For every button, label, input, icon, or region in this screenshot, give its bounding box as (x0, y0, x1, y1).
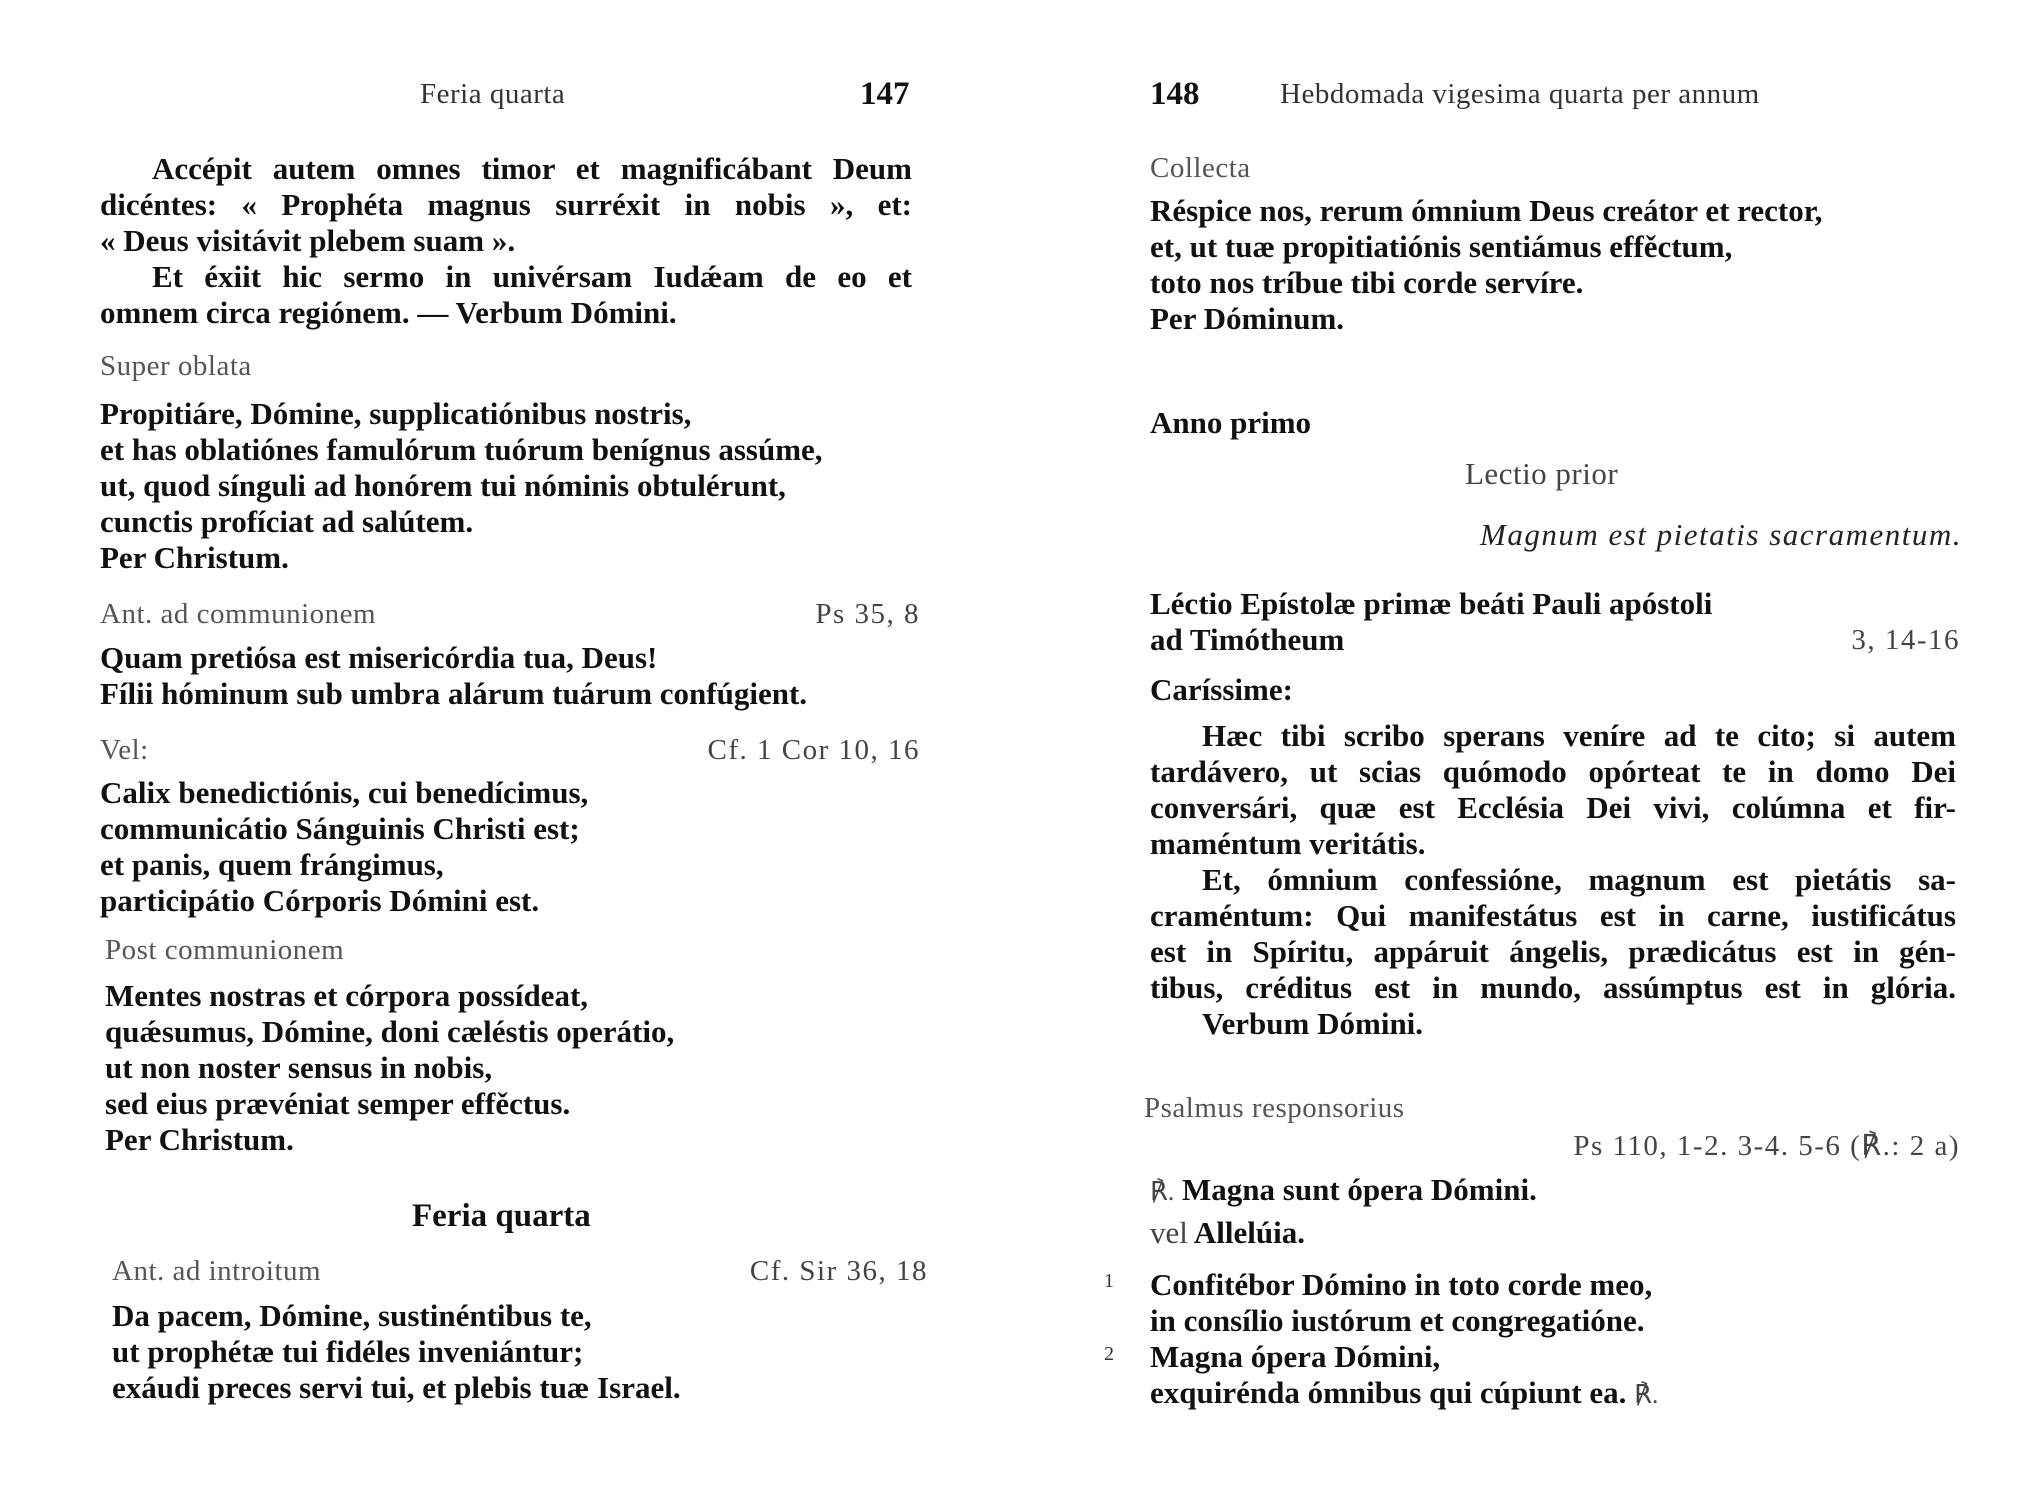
running-header: Hebdomada vigesima quarta per annum (1280, 78, 1760, 110)
communion-text (100, 640, 807, 712)
text-line: Accépit autem omnes timor et magnificábant Deum (152, 151, 912, 186)
text-line: est in Spíritu, appáruit ángelis, prædicátus est in gén- (1150, 934, 1956, 969)
carissime: Caríssime: (1150, 672, 1293, 707)
psalm-label: Psalmus responsorius (1144, 1092, 1405, 1124)
super-oblata-text (100, 396, 823, 576)
verse-line: in consílio iustórum et congregatióne. (1150, 1303, 1645, 1338)
text-line: cunctis profíciat ad salútem. (100, 504, 474, 539)
text-line: ut prophétæ tui fidéles inveniántur; (112, 1334, 584, 1369)
psalm-verses (1150, 1267, 1658, 1413)
section-title: Feria quarta (412, 1198, 591, 1234)
introit-ref: Cf. Sir 36, 18 (749, 1255, 928, 1287)
verse-line: Confitébor Dómino in toto corde meo, (1150, 1267, 1653, 1302)
lectio-theme: Magnum est pietatis sacramentum. (1480, 517, 1962, 552)
text-line: Et, ómnium confessióne, magnum est pietátis sa- (1202, 862, 1956, 897)
reading-ref: 3, 14-16 (1851, 624, 1960, 656)
text-line: Per Christum. (105, 1122, 294, 1157)
left-page (100, 0, 928, 1500)
page-number: 148 (1150, 76, 1200, 112)
text-line: tardávero, ut scias quómodo opórteat te in domo Dei (1150, 754, 1956, 789)
text-line: Calix benedictiónis, cui benedícimus, (100, 775, 589, 810)
text-line: communicátio Sánguinis Christi est; (100, 811, 580, 846)
text-line: craméntum: Qui manifestátus est in carne, iustificátus (1150, 898, 1956, 933)
end-response-symbol: ℟. (1634, 1380, 1659, 1409)
psalm-alt-response (1150, 1215, 1305, 1251)
text-line: sed eius prævéniat semper effěctus. (105, 1086, 571, 1121)
text-line: Et éxiit hic sermo in univérsam Iudǽam de eo et (152, 259, 912, 294)
running-header: Feria quarta (420, 78, 566, 110)
alt-response-text: Allelúia. (1193, 1215, 1306, 1250)
text-line: Per Dóminum. (1150, 301, 1345, 336)
vel-ref: Cf. 1 Cor 10, 16 (707, 734, 920, 766)
collecta-label: Collecta (1150, 152, 1251, 184)
text-line: toto nos tríbue tibi corde servíre. (1150, 265, 1584, 300)
text-line: Propitiáre, Dómine, supplicatiónibus nostris, (100, 396, 692, 431)
reading-title (1150, 586, 1712, 658)
text-line: Hæc tibi scribo sperans veníre ad te cito; si autem (1202, 718, 1956, 753)
text-line: conversári, quæ est Ecclésia Dei vivi, colúmna et fir- (1150, 790, 1956, 825)
psalm-response (1150, 1172, 1537, 1210)
post-communion-text (105, 978, 674, 1158)
text-line: dicéntes: « Prophéta magnus surréxit in nobis », et: (100, 187, 912, 222)
post-communion-label: Post communionem (105, 934, 345, 966)
text-line: Da pacem, Dómine, sustinéntibus te, (112, 1298, 592, 1333)
psalm-ref: Ps 110, 1-2. 3-4. 5-6 (℟.: 2 a) (1573, 1130, 1960, 1162)
text-line: et panis, quem frángimus, (100, 847, 444, 882)
verse-number: 1 (1104, 1270, 1114, 1292)
communion-label: Ant. ad communionem (100, 598, 377, 630)
text-line: ut, quod sínguli ad honórem tui nóminis obtulérunt, (100, 468, 786, 503)
text-line: ad Timótheum (1150, 622, 1345, 657)
text-line: omnem circa regiónem. — Verbum Dómini. (100, 295, 677, 330)
text-line: et has oblatiónes famulórum tuórum benígnus assúme, (100, 432, 823, 467)
anno-primo-heading: Anno primo (1150, 405, 1312, 440)
right-page (1104, 0, 1962, 1500)
verse-line (1150, 1375, 1658, 1413)
text-line: Léctio Epístolæ primæ beáti Pauli apóstoli (1150, 586, 1713, 621)
response-symbol: ℟. (1150, 1177, 1175, 1206)
text-line: maméntum veritátis. (1150, 826, 1426, 861)
text-line: « Deus visitávit plebem suam ». (100, 223, 516, 258)
reading-text (1150, 718, 1956, 1042)
collecta-text (1150, 193, 1822, 337)
verse-number: 2 (1104, 1343, 1114, 1365)
vel-label: Vel: (100, 734, 149, 766)
text-line: Per Christum. (100, 540, 289, 575)
communion-ref: Ps 35, 8 (815, 598, 920, 630)
verse-text: exquirénda ómnibus qui cúpiunt ea. (1150, 1375, 1627, 1410)
super-oblata-label: Super oblata (100, 350, 252, 382)
text-line: Réspice nos, rerum ómnium Deus creátor et rector, (1150, 193, 1823, 228)
verse-line: Magna ópera Dómini, (1150, 1339, 1441, 1374)
lectio-prior-label: Lectio prior (1465, 456, 1619, 491)
text-line: quǽsumus, Dómine, doni cæléstis operátio, (105, 1014, 675, 1049)
introit-text (112, 1298, 681, 1406)
vel-word: vel (1150, 1215, 1188, 1250)
text-line: participátio Córporis Dómini est. (100, 883, 540, 918)
response-text: Magna sunt ópera Dómini. (1182, 1172, 1537, 1207)
text-line: ut non noster sensus in nobis, (105, 1050, 493, 1085)
text-line: Verbum Dómini. (1202, 1006, 1424, 1041)
text-line: et, ut tuæ propitiatiónis sentiámus effěctum, (1150, 229, 1733, 264)
text-line: Fílii hóminum sub umbra alárum tuárum confúgient. (100, 676, 808, 711)
text-line: Mentes nostras et córpora possídeat, (105, 978, 589, 1013)
text-line: Quam pretiósa est misericórdia tua, Deus! (100, 640, 658, 675)
vel-text (100, 775, 588, 919)
text-line: exáudi preces servi tui, et plebis tuæ Israel. (112, 1370, 681, 1405)
page-number: 147 (860, 76, 910, 112)
gospel-end (100, 151, 912, 331)
introit-label: Ant. ad introitum (112, 1255, 322, 1287)
text-line: tibus, créditus est in mundo, assúmptus est in glória. (1150, 970, 1956, 1005)
